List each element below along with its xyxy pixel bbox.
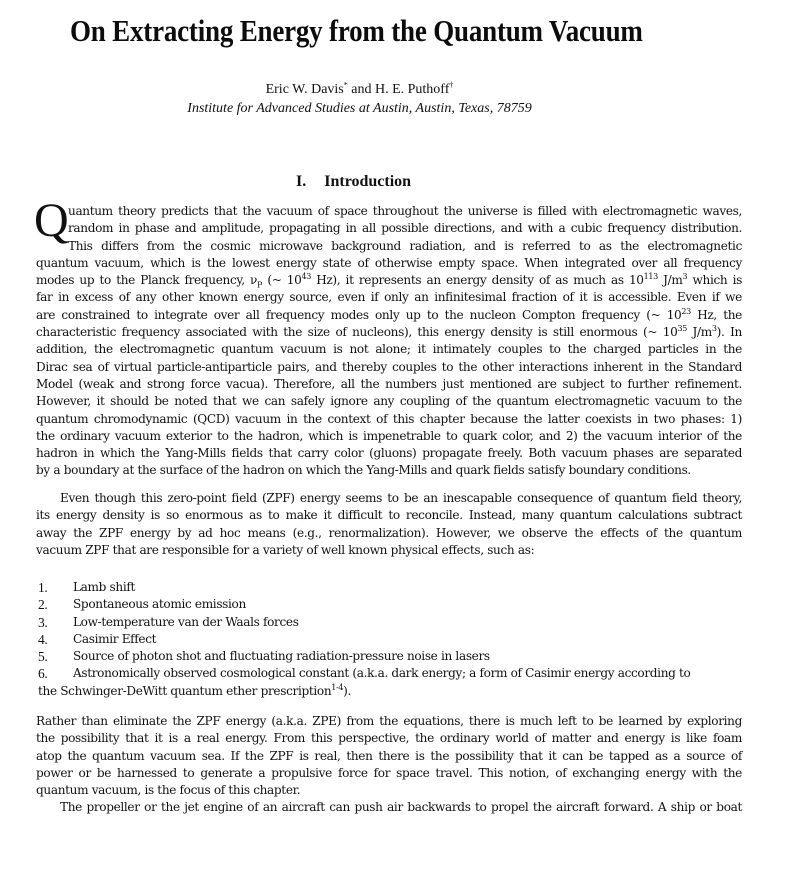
drop-cap: Q	[34, 194, 69, 247]
superscript: 35	[677, 324, 687, 334]
text-line: hadron in which the Yang-Mills fields that carry color (gluons) propagate freely. Both vacuum phases are separated	[36, 446, 742, 461]
effects-list	[38, 579, 738, 700]
list-text: Astronomically observed cosmological constant (a.k.a. dark energy; a form of Casimir energy according to	[73, 666, 691, 681]
superscript: 3	[711, 324, 717, 334]
author-name: H. E. Puthoff	[374, 82, 450, 97]
text-line: vacuum ZPF that are responsible for a variety of well known physical effects, such as:	[36, 542, 535, 557]
text-line: far in excess of any other known energy source, even if only an infinitesimal fraction of it is accessible. Even if we	[36, 290, 742, 305]
superscript: 43	[301, 272, 311, 282]
section-heading	[296, 173, 411, 191]
author-joiner: and	[347, 82, 375, 97]
superscript: 3	[682, 272, 688, 282]
text-line: by a boundary at the surface of the hadron on which the Yang-Mills and quark fields satisfy boundary conditions.	[36, 463, 691, 478]
text-line: This differs from the cosmic microwave background radiation, and is referred to as the electromagnetic	[68, 238, 742, 253]
list-text: Spontaneous atomic emission	[73, 597, 246, 612]
list-number: 5.	[38, 649, 48, 665]
text-run: (~ 10	[262, 273, 302, 288]
text-run: modes up to the Planck frequency, ν	[36, 273, 258, 288]
text-run: which is	[687, 273, 742, 288]
text-line: random in phase and amplitude, propagating in all possible directions, and with a cubic frequency distribution.	[68, 221, 742, 236]
subscript: P	[257, 280, 263, 290]
footnote-mark: *	[343, 80, 348, 90]
list-text: Source of photon shot and fluctuating radiation-pressure noise in lasers	[73, 649, 490, 664]
list-item	[38, 631, 738, 648]
paper-title: On Extracting Energy from the Quantum Vacuum	[70, 14, 643, 48]
real-energy-paragraph	[36, 713, 742, 799]
text-line: quantum chromodynamic (QCD) vacuum in the context of this chapter because the latter coexists in two phases: 1)	[36, 411, 742, 426]
author-line	[0, 82, 719, 98]
propulsion-paragraph	[36, 799, 742, 816]
text-line	[36, 272, 742, 289]
superscript: 23	[681, 306, 691, 316]
footnote-mark: †	[449, 80, 454, 90]
text-run: the Schwinger-DeWitt quantum ether prescription	[38, 683, 332, 698]
text-line: addition, the electromagnetic quantum vacuum is not alone; it intimately couples to the charged particles in the	[36, 342, 742, 357]
text-run: characteristic frequency associated with the size of nucleons), this energy density is still enormous (~ 10	[36, 325, 678, 340]
zpf-paragraph	[36, 490, 742, 559]
text-line: power or be harnessed to generate a propulsive force for space travel. This notion, of exchanging energy with the	[36, 765, 742, 780]
text-line: The propeller or the jet engine of an aircraft can push air backwards to propel the aircraft forward. A ship or boat	[60, 800, 742, 814]
text-line: Rather than eliminate the ZPF energy (a.k.a. ZPE) from the equations, there is much left to be learned by exploring	[36, 714, 742, 728]
list-item	[38, 648, 738, 665]
list-item	[38, 614, 738, 631]
list-text: Lamb shift	[73, 580, 135, 594]
text-run: Hz, the	[690, 307, 742, 322]
text-run: J/m	[657, 273, 683, 288]
text-run: Hz), it represents an energy density of as much as 10	[310, 273, 644, 288]
text-line: the possibility that it is a real energy. From this perspective, the ordinary world of matter and energy is like foam	[36, 731, 742, 746]
text-run: J/m	[686, 325, 712, 340]
section-number: I.	[296, 173, 307, 190]
text-line: Even though this zero-point field (ZPF) energy seems to be an inescapable consequence of quantum field theory,	[60, 491, 742, 505]
list-item	[38, 579, 738, 596]
list-text: Casimir Effect	[73, 631, 157, 646]
list-number: 3.	[38, 614, 48, 630]
text-run: ). In	[716, 325, 742, 340]
author-affiliation: Institute for Advanced Studies at Austin, Austin, Texas, 78759	[187, 101, 532, 116]
text-line: atop the quantum vacuum sea. If the ZPF is real, then there is the possibility that it can be tapped as a source of	[36, 748, 742, 763]
text-line	[36, 307, 742, 324]
text-line: uantum theory predicts that the vacuum of space throughout the universe is filled with electromagnetic waves,	[68, 204, 742, 218]
author-name: Eric W. Davis	[265, 82, 344, 97]
list-item	[38, 665, 738, 682]
text-line: However, it should be noted that we can safely ignore any coupling of the quantum electromagnetic vacuum to the	[36, 394, 742, 409]
superscript: 113	[643, 272, 658, 282]
text-line: away the ZPF energy by ad hoc means (e.g., renormalization). However, we observe the effects of the quantum	[36, 525, 742, 540]
list-number: 6.	[38, 666, 48, 682]
text-line: its energy density is so enormous as to make it difficult to reconcile. Instead, many quantum calculations subtract	[36, 508, 742, 523]
section-title: Introduction	[324, 173, 412, 190]
list-number: 1.	[38, 580, 48, 595]
list-text: Low-temperature van der Waals forces	[73, 614, 299, 629]
text-run: ).	[343, 683, 351, 698]
citation-superscript: 1-4	[331, 682, 344, 692]
text-line: Model (weak and strong force vacua). Therefore, all the numbers just mentioned are subject to further refinement.	[36, 376, 742, 391]
list-number: 2.	[38, 597, 48, 613]
text-line: quantum vacuum, which is the lowest energy state of otherwise empty space. When integrated over all frequency	[36, 255, 742, 270]
intro-paragraph	[36, 203, 742, 480]
text-line: quantum vacuum, is the focus of this chapter.	[36, 783, 301, 798]
text-run: are constrained to integrate over all frequency modes only up to the nucleon Compton frequency (~ 10	[36, 307, 682, 322]
list-item	[38, 596, 738, 613]
text-line	[36, 324, 742, 341]
text-line: Dirac sea of virtual particle-antiparticle pairs, and thereby couples to the other interactions inherent in the Standard	[36, 359, 742, 374]
list-number: 4.	[38, 631, 48, 647]
text-line: the ordinary vacuum exterior to the hadron, which is impenetrable to quark color, and 2) the vacuum interior of the	[36, 428, 742, 443]
list-item-continuation	[38, 684, 351, 698]
